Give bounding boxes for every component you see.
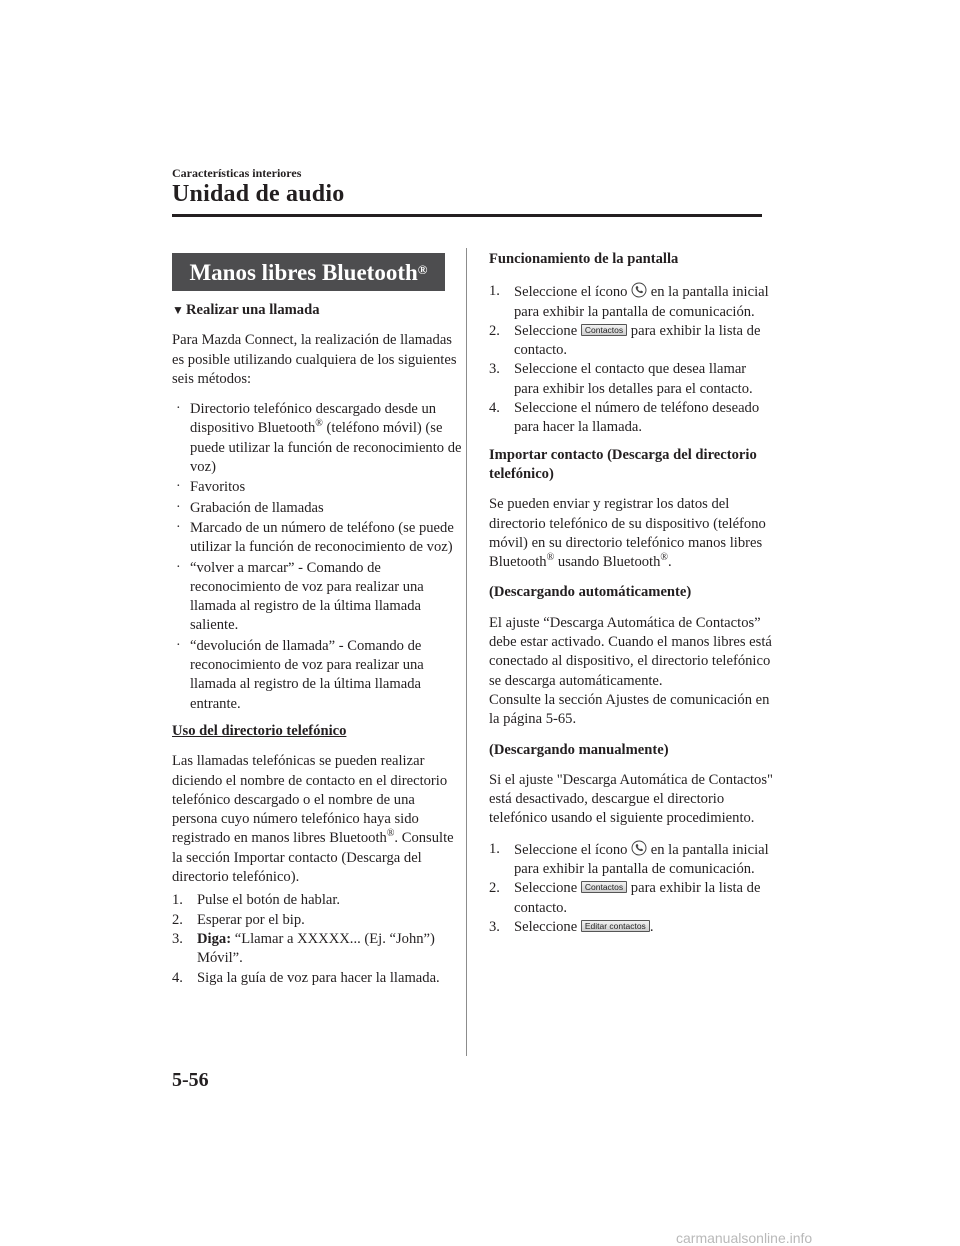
list-item xyxy=(489,322,774,361)
page-title: Unidad de audio xyxy=(172,181,345,207)
column-divider xyxy=(466,248,467,1056)
item-text: “volver a marcar” - Comando de reconocimiento de voz para realizar una llamada al registro de la última llamada saliente. xyxy=(190,559,424,634)
manual-steps-list xyxy=(489,840,774,937)
step-number: 1. xyxy=(489,840,500,857)
manual-download-paragraph: Si el ajuste "Descarga Automática de Contactos" está desactivado, descargue el directorio telefónico usando el siguiente procedimiento. xyxy=(489,771,773,827)
step-text: Seleccione xyxy=(514,322,581,339)
step-text: para exhibir la lista de contacto. xyxy=(514,322,761,359)
registered-mark: ® xyxy=(315,418,323,430)
intro-paragraph: Para Mazda Connect, la realización de llamadas es posible utilizando cualquiera de los siguientes seis métodos: xyxy=(172,332,457,387)
list-item xyxy=(176,637,462,714)
list-item xyxy=(489,399,774,438)
heading-screen-operation: Funcionamiento de la pantalla xyxy=(489,251,679,267)
step-text: Seleccione el ícono xyxy=(514,284,632,301)
subheading xyxy=(172,301,462,320)
voice-steps-list xyxy=(172,891,462,987)
step-number: 2. xyxy=(489,880,500,897)
phone-icon xyxy=(631,840,647,856)
bullet-dot-icon: · xyxy=(176,519,181,535)
step-number: 3. xyxy=(172,930,183,947)
item-text: Directorio telefónico descargado desde un dispositivo Bluetooth xyxy=(190,401,437,437)
section-label: Características interiores xyxy=(172,166,302,180)
step-number: 2. xyxy=(489,322,500,339)
step-number: 3. xyxy=(489,361,500,378)
registered-mark: ® xyxy=(546,552,555,564)
registered-mark: ® xyxy=(417,262,428,277)
page-number: 5-56 xyxy=(172,1069,209,1091)
contacts-button: Contactos xyxy=(581,881,627,893)
paragraph-text: El ajuste “Descarga Automática de Contactos” debe estar activado. Cuando el manos libres está conectado al dispositivo, el directorio telefónico se descarga automáticamente. xyxy=(489,614,772,689)
list-item xyxy=(172,930,462,969)
bullet-dot-icon: · xyxy=(176,499,181,515)
bullet-dot-icon: · xyxy=(176,559,181,575)
subheading-text: Realizar una llamada xyxy=(186,302,320,318)
banner-title: Manos libres Bluetooth xyxy=(189,260,418,285)
edit-contacts-button: Editar contactos xyxy=(581,920,650,932)
step-number: 1. xyxy=(489,283,500,300)
import-paragraph xyxy=(489,495,774,572)
step-text: Seleccione xyxy=(514,880,581,897)
bullet-dot-icon: · xyxy=(176,637,181,653)
header-rule xyxy=(172,214,762,217)
paragraph-text: Las llamadas telefónicas se pueden realizar diciendo el nombre de contacto en el directorio telefónico descargado o el nombre de una persona cuyo número telefónico haya sido registrado en manos libres Bluetooth xyxy=(172,753,448,847)
step-text: Seleccione el contacto que desea llamar para exhibir los detalles para el contacto. xyxy=(514,361,753,397)
list-item xyxy=(172,891,462,910)
heading-auto-download: (Descargando automáticamente) xyxy=(489,584,692,601)
bullet-dot-icon: · xyxy=(176,401,181,417)
contacts-button: Contactos xyxy=(581,324,627,336)
step-number: 1. xyxy=(172,892,183,909)
step-text: Esperar por el bip. xyxy=(197,911,305,928)
step-number: 3. xyxy=(489,918,500,935)
item-text: Grabación de llamadas xyxy=(190,499,324,516)
paragraph-text: . Consulte la sección Importar contacto (Descarga del directorio telefónico). xyxy=(172,830,454,886)
step-number: 4. xyxy=(172,969,183,986)
paragraph-text: usando Bluetooth xyxy=(554,554,661,571)
step-text: Pulse el botón de hablar. xyxy=(197,892,341,909)
phone-icon xyxy=(631,282,647,298)
section-banner xyxy=(172,253,445,291)
step-label: Diga: xyxy=(197,930,232,947)
list-item xyxy=(176,499,462,518)
paragraph-text: . xyxy=(668,554,672,571)
list-item xyxy=(489,282,774,322)
step-text: Seleccione xyxy=(514,918,581,935)
right-column xyxy=(489,250,774,945)
heading-manual-download: (Descargando manualmente) xyxy=(489,741,669,758)
underline-heading: Uso del directorio telefónico xyxy=(172,722,347,739)
watermark: carmanualsonline.info xyxy=(676,1230,813,1246)
item-text: (teléfono móvil) (se puede utilizar la función de reconocimiento de voz) xyxy=(190,420,462,476)
paragraph-text: Se pueden enviar y registrar los datos del directorio telefónico de su dispositivo (teléfono móvil) en su directorio telefónico manos libres Bluetooth xyxy=(489,496,766,571)
step-text: para exhibir la lista de contacto. xyxy=(514,880,761,916)
item-text: “devolución de llamada” - Comando de reconocimiento de voz para realizar una llamada al registro de la última llamada entrante. xyxy=(190,637,424,712)
list-item xyxy=(176,400,462,477)
methods-list xyxy=(172,400,462,714)
registered-mark: ® xyxy=(386,828,395,840)
auto-download-paragraph xyxy=(489,614,774,691)
step-text: Seleccione el ícono xyxy=(514,841,632,858)
list-item xyxy=(172,911,462,930)
heading-import-contact: Importar contacto (Descarga del directorio telefónico) xyxy=(489,446,757,482)
auto-download-reference: Consulte la sección Ajustes de comunicación en la página 5-65. xyxy=(489,691,770,728)
list-item xyxy=(489,879,774,918)
step-text: . xyxy=(649,918,654,935)
step-text: en la pantalla inicial para exhibir la pantalla de comunicación. xyxy=(514,284,769,320)
step-text: Seleccione el número de teléfono deseado para hacer la llamada. xyxy=(514,400,760,436)
screen-steps-list xyxy=(489,282,774,437)
left-column xyxy=(172,250,462,996)
step-text: en la pantalla inicial para exhibir la pantalla de comunicación. xyxy=(514,841,769,878)
list-item xyxy=(176,519,462,558)
list-item xyxy=(176,478,462,497)
step-number: 2. xyxy=(172,911,183,928)
step-number: 4. xyxy=(489,400,500,417)
list-item xyxy=(489,360,774,399)
item-text: Marcado de un número de teléfono (se puede utilizar la función de reconocimiento de voz) xyxy=(190,519,454,556)
list-item xyxy=(489,918,774,937)
list-item xyxy=(176,559,462,636)
registered-mark: ® xyxy=(660,552,669,564)
step-text: “Llamar a XXXXX... (Ej. “John”) Móvil”. xyxy=(197,930,435,967)
bullet-dot-icon: · xyxy=(176,479,181,495)
item-text: Favoritos xyxy=(190,479,246,496)
triangle-down-icon: ▼ xyxy=(172,303,184,317)
step-text: Siga la guía de voz para hacer la llamada. xyxy=(197,969,440,986)
list-item xyxy=(489,840,774,880)
phonebook-paragraph xyxy=(172,752,462,887)
list-item xyxy=(172,969,462,988)
